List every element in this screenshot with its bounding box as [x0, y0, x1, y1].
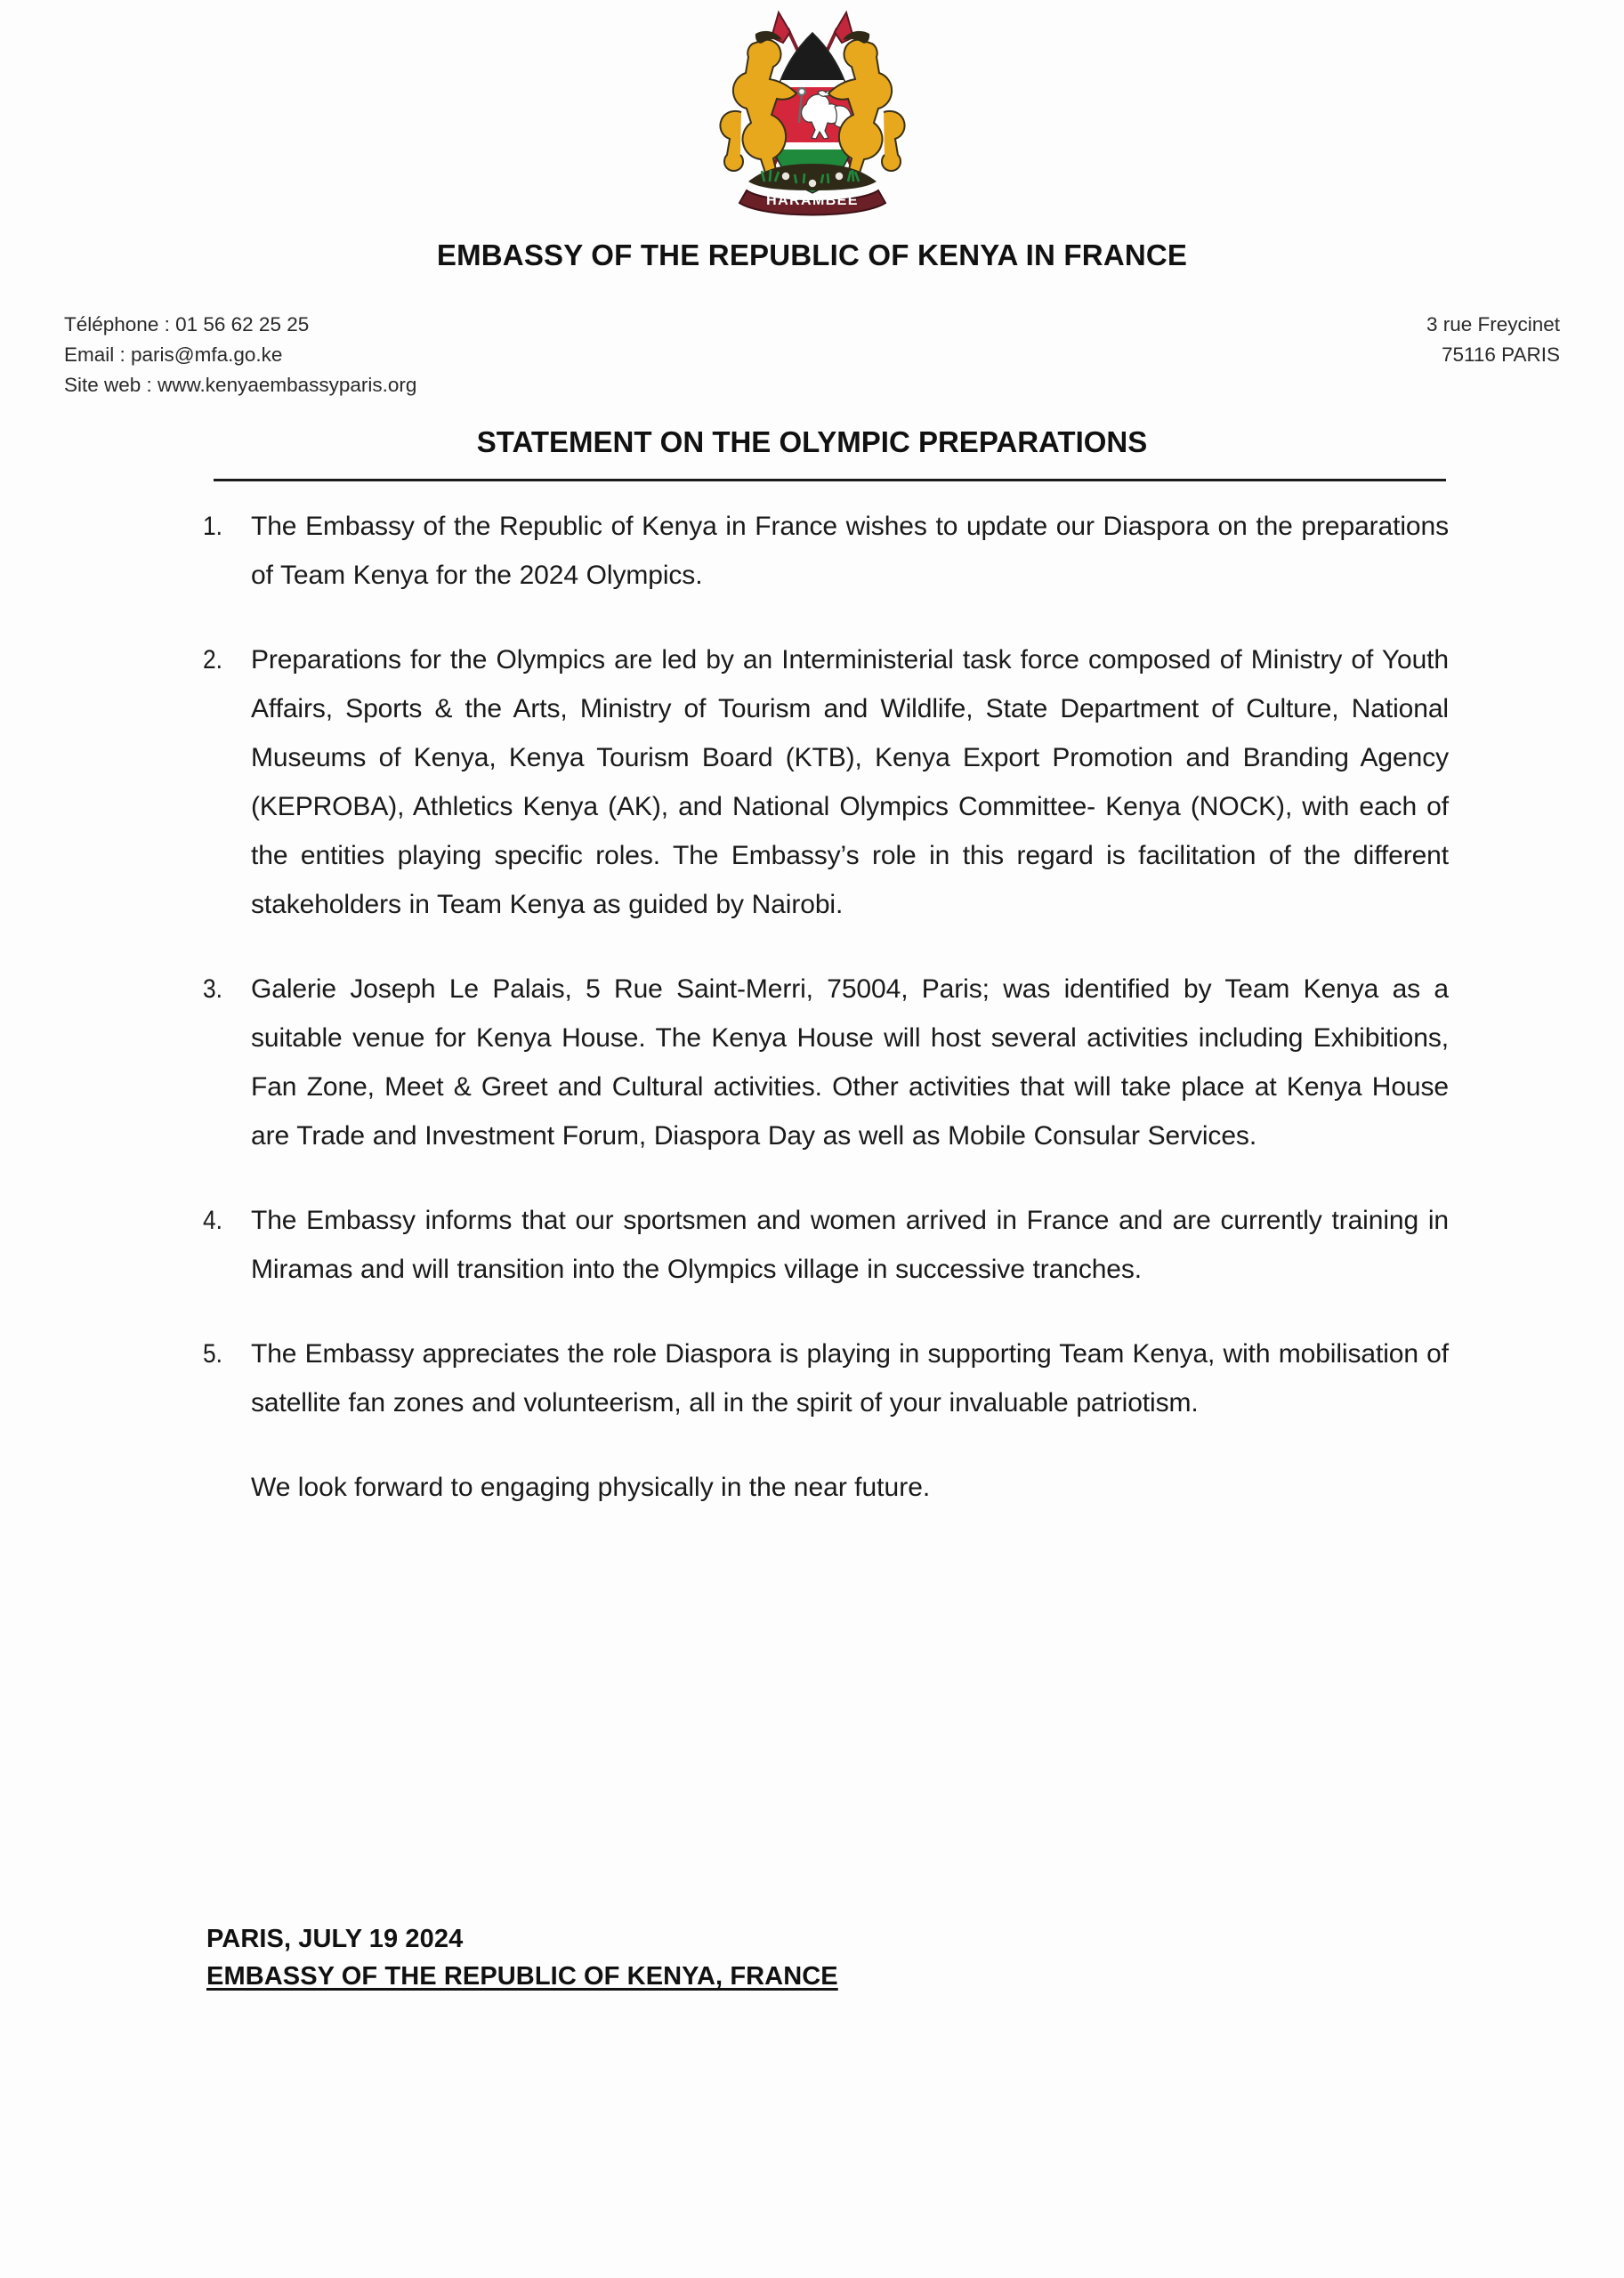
address-street: 3 rue Freycinet — [1426, 313, 1560, 335]
list-item — [203, 502, 1449, 600]
harambee-banner-icon — [739, 190, 885, 215]
email-line: Email : paris@mfa.go.ke — [64, 343, 283, 366]
list-item-text: The Embassy of the Republic of Kenya in France wishes to update our Diaspora on the preparations of Team Kenya for the 2024 Olympics. — [251, 512, 1449, 590]
harambee-motto-text: HARAMBEE — [765, 193, 859, 208]
letterhead-crest — [0, 7, 1624, 221]
list-item-number: 5. — [203, 1339, 223, 1369]
signature-issuer: EMBASSY OF THE REPUBLIC OF KENYA, FRANCE — [206, 1962, 838, 1991]
postal-address — [1426, 310, 1560, 370]
list-item-number: 1. — [203, 512, 223, 541]
organisation-title: EMBASSY OF THE REPUBLIC OF KENYA IN FRANCE — [436, 238, 1188, 271]
list-item-text: The Embassy informs that our sportsmen and women arrived in France and are currently training in Miramas and will transition into the Olympics village in successive tranches. — [251, 1206, 1449, 1284]
list-item-number: 3. — [203, 974, 223, 1004]
list-item-text: The Embassy appreciates the role Diaspora is playing in supporting Team Kenya, with mobilisation of satellite fan zones and volunteerism, all in the spirit of your invaluable patriotism. — [251, 1339, 1449, 1418]
kenya-coat-of-arms-icon — [697, 7, 928, 221]
signature-place-date: PARIS, JULY 19 2024 — [206, 1925, 464, 1953]
title-divider — [214, 479, 1446, 481]
address-city: 75116 PARIS — [1441, 343, 1560, 366]
list-item — [203, 1329, 1449, 1427]
list-item-text: Preparations for the Olympics are led by an Interministerial task force composed of Ministry of Youth Affairs, Sports & the Arts, Ministry of Tourism and Wildlife, State Department of Culture, National Museums of Kenya, Kenya Tourism Board (KTB), Kenya Export Promotion and Branding Agency (KEPROBA), Athletics Kenya (AK), and National Olympics Committee- Kenya (NOCK), with each of the entities playing specific roles. The Embassy’s role in this regard is facilitation of the different stakeholders in Team Kenya as guided by Nairobi. — [251, 645, 1449, 919]
phone-line: Téléphone : 01 56 62 25 25 — [64, 313, 310, 335]
list-item-text: Galerie Joseph Le Palais, 5 Rue Saint-Merri, 75004, Paris; was identified by Team Kenya as a suitable venue for Kenya House. The Kenya House will host several activities including Exhibitions, Fan Zone, Meet & Greet and Cultural activities. Other activities that will take place at Kenya House are Trade and Investment Forum, Diaspora Day as well as Mobile Consular Services. — [251, 974, 1449, 1151]
page-title: STATEMENT ON THE OLYMPIC PREPARATIONS — [476, 425, 1148, 458]
list-item — [203, 635, 1449, 929]
website-line: Site web : www.kenyaembassyparis.org — [64, 374, 417, 396]
list-item-number: 4. — [203, 1206, 223, 1235]
signature-block — [206, 1920, 838, 1995]
closing-paragraph: We look forward to engaging physically in the near future. — [251, 1473, 931, 1502]
list-item — [203, 965, 1449, 1160]
list-item-number: 2. — [203, 645, 223, 675]
statement-body — [203, 502, 1449, 1512]
list-item — [203, 1196, 1449, 1294]
contact-details — [64, 310, 416, 400]
